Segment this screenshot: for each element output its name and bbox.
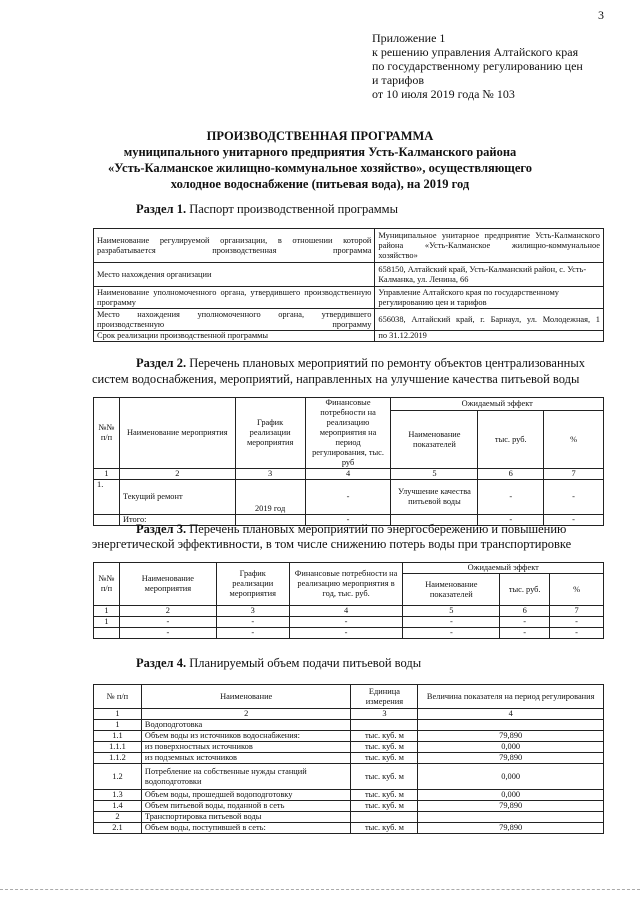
row-schedule: 2019 год	[235, 480, 305, 515]
row-name: -	[119, 617, 216, 628]
row-indicator: Улучшение качества питьевой воды	[391, 480, 478, 515]
row-unit: тыс. куб. м	[351, 753, 418, 764]
row-thousand: -	[478, 480, 544, 515]
row-percent: -	[544, 480, 604, 515]
passport-value: 658150, Алтайский край, Усть-Калманский район, с. Усть-Калманка, ул. Ленина, 66	[375, 263, 604, 287]
row-unit: тыс. куб. м	[351, 731, 418, 742]
row-thousand: -	[500, 617, 550, 628]
row-name: Объем питьевой воды, поданной в сеть	[141, 801, 351, 812]
row-num: 1.	[94, 480, 120, 515]
col-header-effect: Ожидаемый эффект	[403, 563, 604, 574]
row-thousand: -	[500, 628, 550, 639]
passport-name: Место нахождения организации	[94, 263, 375, 287]
section3-text-cont: энергетической эффективности, в том числе снижению потерь воды при транспортировке	[92, 537, 572, 551]
table-row	[94, 229, 604, 263]
row-percent: -	[550, 617, 604, 628]
row-num: 1	[94, 720, 142, 731]
col-number: 5	[391, 469, 478, 480]
appendix-block	[372, 31, 622, 101]
row-num: 2.1	[94, 823, 142, 834]
appendix-line: Приложение 1	[372, 31, 446, 45]
row-indicator: -	[403, 617, 500, 628]
title-line: «Усть-Калманское жилищно-коммунальное хозяйство», осуществляющего	[107, 161, 533, 175]
col-header-thousand: тыс. руб.	[478, 411, 544, 469]
table-row	[94, 287, 604, 309]
table-row	[94, 731, 604, 742]
row-num: 1.2	[94, 764, 142, 790]
appendix-line: от 10 июля 2019 года № 103	[372, 87, 515, 101]
col-header-num: № п/п	[94, 685, 142, 709]
section2-label: Раздел 2.	[136, 356, 187, 370]
row-num: 1.1.2	[94, 753, 142, 764]
row-name: Объем воды, прошедшей водоподготовку	[141, 790, 351, 801]
col-header-name: Наименование мероприятия	[119, 398, 235, 469]
passport-value: по 31.12.2019	[375, 331, 604, 342]
passport-name: Место нахождения уполномоченного органа, утвердившего производственную программу	[94, 309, 375, 331]
appendix-line: по государственному регулированию цен	[372, 59, 583, 73]
section4-text: Планируемый объем подачи питьевой воды	[189, 656, 422, 670]
table-row	[94, 753, 604, 764]
col-header-schedule: График реализации мероприятия	[216, 563, 289, 606]
table-row	[94, 764, 604, 790]
col-header-finance: Финансовые потребности на реализацию мероприятия на период регулирования, тыс. руб	[305, 398, 391, 469]
total-finance: -	[305, 515, 391, 526]
col-number: 3	[216, 606, 289, 617]
row-name: Потребление на собственные нужды станций водоподготовки	[141, 764, 351, 790]
col-header-name: Наименование	[141, 685, 351, 709]
table-row	[94, 720, 604, 731]
row-num: 1.3	[94, 790, 142, 801]
row-name: Объем воды, поступившей в сеть:	[141, 823, 351, 834]
col-number: 4	[418, 709, 604, 720]
col-header-indicator: Наименование показателей	[391, 411, 478, 469]
row-num: 1.1	[94, 731, 142, 742]
passport-name: Срок реализации производственной программы	[94, 331, 375, 342]
row-value: 79,890	[418, 731, 604, 742]
table-row	[94, 790, 604, 801]
row-unit: тыс. куб. м	[351, 764, 418, 790]
section1-text: Паспорт производственной программы	[189, 202, 398, 216]
col-header-thousand: тыс. руб.	[500, 574, 550, 606]
row-name: Объем воды из источников водоснабжения:	[141, 731, 351, 742]
table-row	[94, 628, 604, 639]
col-number: 1	[94, 709, 142, 720]
row-num: 1.1.1	[94, 742, 142, 753]
passport-table	[93, 228, 604, 342]
section3-label: Раздел 3.	[136, 522, 187, 536]
title-line: ПРОИЗВОДСТВЕННАЯ ПРОГРАММА	[206, 129, 434, 143]
section4-label: Раздел 4.	[136, 656, 187, 670]
row-num: 2	[94, 812, 142, 823]
col-header-effect: Ожидаемый эффект	[391, 398, 604, 411]
passport-value: 656038, Алтайский край, г. Барнаул, ул. Молодежная, 1	[375, 309, 604, 331]
col-number: 1	[94, 606, 120, 617]
row-num: 1	[94, 617, 120, 628]
table-row	[94, 309, 604, 331]
col-number: 1	[94, 469, 120, 480]
col-number: 3	[351, 709, 418, 720]
total-thousand: -	[478, 515, 544, 526]
section3-heading	[136, 522, 566, 537]
row-value: 0,000	[418, 764, 604, 790]
row-num	[94, 515, 120, 526]
row-finance: -	[289, 628, 403, 639]
col-header-value: Величина показателя на период регулирования	[418, 685, 604, 709]
section2-heading	[136, 356, 585, 371]
row-name: Транспортировка питьевой воды	[141, 812, 351, 823]
passport-name: Наименование регулируемой организации, в отношении которой разрабатывается производственная программа	[94, 229, 375, 263]
section1-label: Раздел 1.	[136, 202, 187, 216]
col-header-num: №№ п/п	[94, 563, 120, 606]
row-value: 79,890	[418, 753, 604, 764]
row-finance: -	[289, 617, 403, 628]
table-row	[94, 469, 604, 480]
document-title	[40, 128, 600, 192]
row-num	[94, 628, 120, 639]
col-number: 2	[141, 709, 351, 720]
table-row	[94, 617, 604, 628]
col-number: 4	[305, 469, 391, 480]
col-number: 4	[289, 606, 403, 617]
row-unit: тыс. куб. м	[351, 790, 418, 801]
col-header-finance: Финансовые потребности на реализацию мероприятия в год, тыс. руб.	[289, 563, 403, 606]
total-percent: -	[544, 515, 604, 526]
col-number: 3	[235, 469, 305, 480]
row-schedule: -	[216, 617, 289, 628]
energy-saving-table	[93, 562, 604, 639]
title-line: холодное водоснабжение (питьевая вода), на 2019 год	[170, 177, 470, 191]
appendix-line: и тарифов	[372, 73, 425, 87]
table-row	[94, 742, 604, 753]
table-row	[94, 709, 604, 720]
table-row	[94, 606, 604, 617]
row-name: Водоподготовка	[141, 720, 351, 731]
row-value: 0,000	[418, 790, 604, 801]
row-name: -	[119, 628, 216, 639]
col-number: 2	[119, 606, 216, 617]
section3-text: Перечень плановых мероприятий по энергосбережению и повышению	[189, 522, 567, 536]
row-unit	[351, 812, 418, 823]
row-value: 0,000	[418, 742, 604, 753]
row-value: 79,890	[418, 823, 604, 834]
section2-text: Перечень плановых мероприятий по ремонту объектов централизованных	[189, 356, 585, 370]
col-header-unit: Единица измерения	[351, 685, 418, 709]
row-unit: тыс. куб. м	[351, 801, 418, 812]
col-number: 6	[478, 469, 544, 480]
row-value	[418, 720, 604, 731]
row-schedule: -	[216, 628, 289, 639]
passport-value: Управление Алтайского края по государственному регулированию цен и тарифов	[375, 287, 604, 309]
row-name: из подземных источников	[141, 753, 351, 764]
section2-text-cont: систем водоснабжения, мероприятий, направленных на улучшение качества питьевой воды	[92, 372, 580, 386]
col-header-num: №№ п/п	[94, 398, 120, 469]
col-number: 2	[119, 469, 235, 480]
title-line: муниципального унитарного предприятия Усть-Калманского района	[123, 145, 517, 159]
row-value	[418, 812, 604, 823]
row-name: Текущий ремонт	[119, 480, 235, 515]
col-header-percent: %	[550, 574, 604, 606]
table-row	[94, 331, 604, 342]
repair-measures-table	[93, 397, 604, 526]
row-value: 79,890	[418, 801, 604, 812]
total-label: Итого:	[119, 515, 235, 526]
row-percent: -	[550, 628, 604, 639]
col-header-name: Наименование мероприятия	[119, 563, 216, 606]
row-num: 1.4	[94, 801, 142, 812]
table-row	[94, 801, 604, 812]
table-row	[94, 812, 604, 823]
row-indicator: -	[403, 628, 500, 639]
col-number: 6	[500, 606, 550, 617]
section4-heading	[136, 656, 421, 671]
page-number: 3	[598, 8, 604, 22]
table-row	[94, 823, 604, 834]
col-header-schedule: График реализации мероприятия	[235, 398, 305, 469]
row-name: из поверхностных источников	[141, 742, 351, 753]
row-finance: -	[305, 480, 391, 515]
section1-heading	[136, 202, 398, 217]
col-header-indicator: Наименование показателей	[403, 574, 500, 606]
col-header-percent: %	[544, 411, 604, 469]
passport-value: Муниципальное унитарное предприятие Усть-Калманского района «Усть-Калманское жилищно-коммунальное хозяйство»	[375, 229, 604, 263]
col-number: 7	[544, 469, 604, 480]
passport-name: Наименование уполномоченного органа, утвердившего производственную программу	[94, 287, 375, 309]
row-unit: тыс. куб. м	[351, 742, 418, 753]
row-unit	[351, 720, 418, 731]
col-number: 5	[403, 606, 500, 617]
row-unit: тыс. куб. м	[351, 823, 418, 834]
page-bottom-divider	[0, 889, 640, 890]
col-number: 7	[550, 606, 604, 617]
table-row	[94, 263, 604, 287]
appendix-line: к решению управления Алтайского края	[372, 45, 579, 59]
table-row	[94, 480, 604, 515]
water-supply-table	[93, 684, 604, 834]
